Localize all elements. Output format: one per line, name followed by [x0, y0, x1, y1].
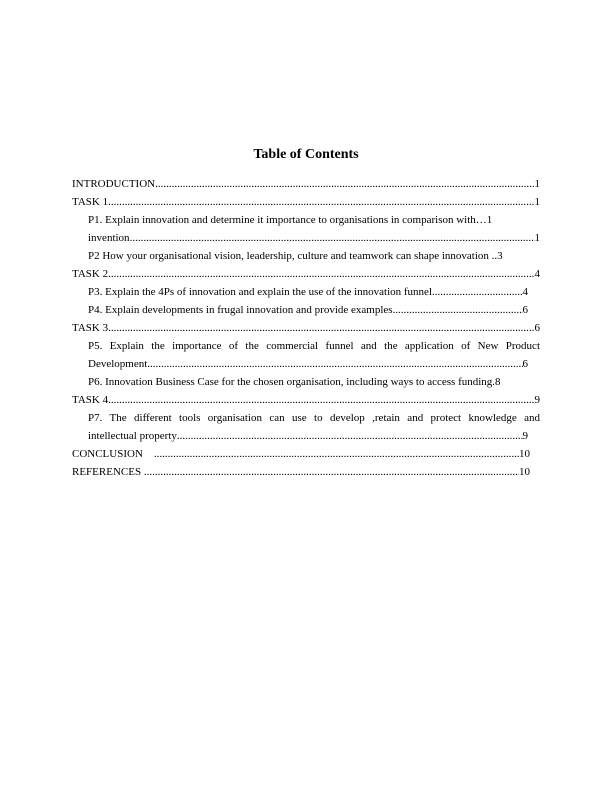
toc-entry-p1[interactable] [72, 211, 540, 229]
toc-entry-page: 4 [522, 286, 528, 298]
toc-entry-task-4[interactable] [72, 391, 540, 409]
toc-entry-p5-continued[interactable] [72, 355, 540, 373]
toc-entry-page: 8 [495, 376, 501, 388]
dot-leader [108, 319, 534, 337]
dot-leader [432, 283, 523, 301]
toc-entry-page: 6 [522, 304, 528, 316]
toc-entry-page: 1 [534, 232, 540, 244]
toc-entry-conclusion[interactable] [72, 445, 540, 463]
dot-leader [130, 229, 535, 247]
toc-entry-p1-continued[interactable] [72, 229, 540, 247]
toc-entry-page: 10 [519, 448, 530, 460]
toc-entry-label: Development [88, 358, 148, 370]
toc-entry-label: intellectual property [88, 430, 177, 442]
toc-entry-task-1[interactable] [72, 193, 540, 211]
toc-entry-p2[interactable] [72, 247, 540, 265]
toc-entry-label: P3. Explain the 4Ps of innovation and explain the use of the innovation funnel [88, 286, 432, 298]
toc-entry-p3[interactable] [72, 283, 540, 301]
dot-leader [154, 445, 519, 463]
dot-leader [393, 301, 523, 319]
dot-leader [155, 175, 534, 193]
toc-entry-p7-continued[interactable] [72, 427, 540, 445]
toc-entry-page: 9 [534, 394, 540, 406]
toc-entry-label: P6. Innovation Business Case for the chosen organisation, including ways to access funding. [88, 376, 496, 388]
toc-entry-label: TASK 1 [72, 196, 109, 208]
toc-entry-p6[interactable] [72, 373, 540, 391]
toc-entry-page: 3 [497, 250, 503, 262]
toc-entry-p5[interactable] [72, 337, 540, 355]
dot-leader [108, 265, 534, 283]
toc-entry-p7[interactable] [72, 409, 540, 427]
toc-entry-page: 10 [519, 466, 530, 478]
dot-leader [108, 193, 534, 211]
toc-entry-page: 1 [534, 178, 540, 190]
toc-entry-label: P1. Explain innovation and determine it importance to organisations in comparison with… [88, 214, 487, 226]
toc-entry-page: 6 [522, 358, 528, 370]
toc-entry-label: INTRODUCTION [72, 178, 156, 190]
toc-entry-task-2[interactable] [72, 265, 540, 283]
toc-entry-task-3[interactable] [72, 319, 540, 337]
toc-entry-page: 1 [486, 214, 493, 226]
dot-leader [108, 391, 534, 409]
toc-entry-page: 9 [522, 430, 528, 442]
toc-entry-label: P5. Explain the importance of the commercial funnel and the application of New Product [88, 340, 540, 352]
toc-title: Table of Contents [253, 147, 359, 162]
toc-entry-label: invention [88, 232, 130, 244]
toc-entry-label: TASK 4 [72, 394, 109, 406]
toc-entry-label: TASK 2 [72, 268, 109, 280]
toc-entry-references[interactable] [72, 463, 540, 481]
toc-entry-label: P4. Explain developments in frugal innovation and provide examples [88, 304, 393, 316]
toc-entry-page: 4 [534, 268, 540, 280]
toc-entry-label: TASK 3 [72, 322, 109, 334]
toc-entry-page: 6 [534, 322, 540, 334]
dot-leader [147, 355, 522, 373]
toc-entry-p4[interactable] [72, 301, 540, 319]
toc-entry-label: P7. The different tools organisation can use to develop ,retain and protect knowledge and [88, 412, 540, 424]
dot-leader [177, 427, 523, 445]
toc-entry-label: P2 How your organisational vision, leadership, culture and teamwork can shape innovation .. [88, 250, 498, 262]
dot-leader [144, 463, 519, 481]
toc-entry-label: CONCLUSION [72, 448, 154, 460]
toc-entry-introduction[interactable] [72, 175, 540, 193]
toc-entry-page: 1 [534, 196, 540, 208]
table-of-contents [72, 175, 540, 481]
toc-entry-label: REFERENCES [72, 466, 144, 478]
